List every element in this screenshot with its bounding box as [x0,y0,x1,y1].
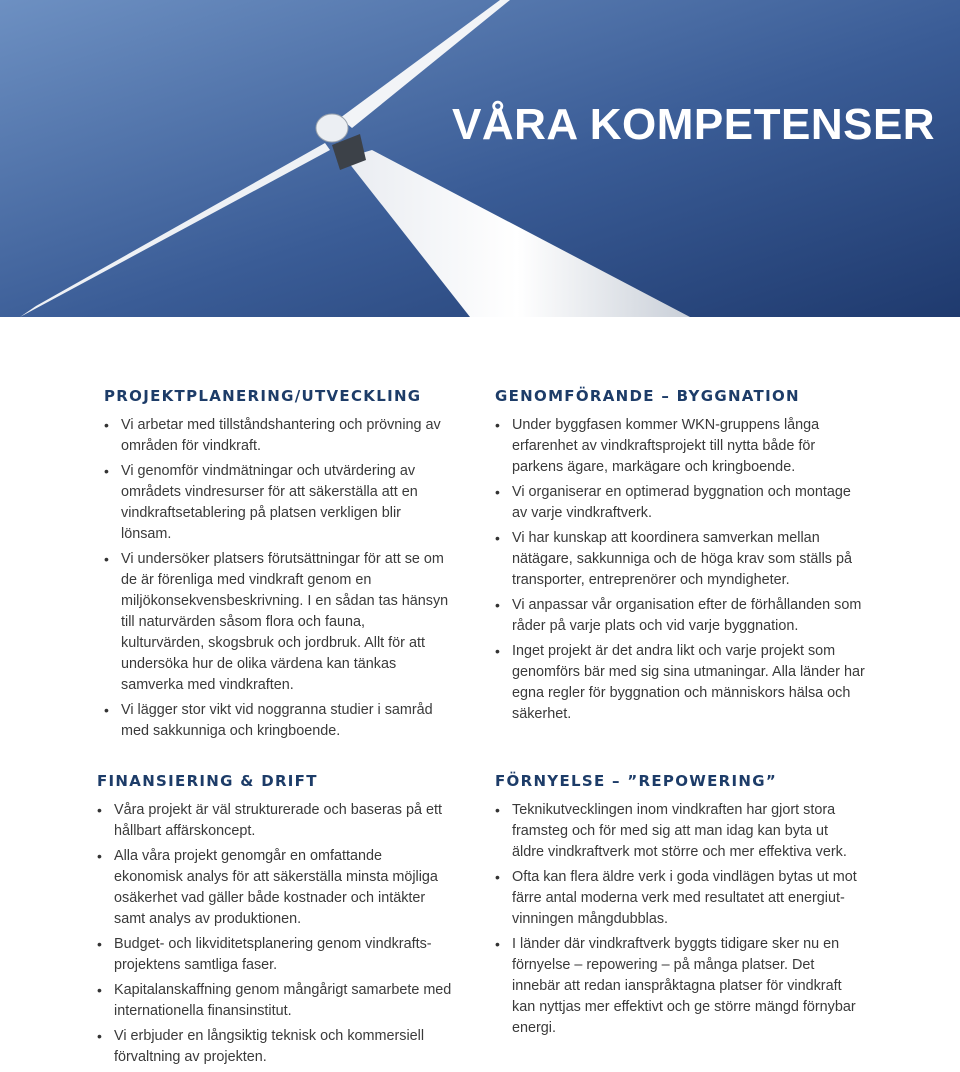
list-item: • Vi har kunskap att koordinera samverkan mellan nätägare, sakkunniga och de höga krav som ställs på transporter, entreprenörer och myndigheter. [495,528,870,591]
list-item: • Budget- och likviditetsplanering genom vindkraftsprojektens samtliga faser. [97,934,452,976]
list-item: • Vi arbetar med tillståndshantering och prövning av områden för vindkraft. [104,415,449,457]
bullet-list [495,800,860,1039]
section-heading: FINANSIERING & DRIFT [97,772,318,790]
list-item: • Vi genomför vindmätningar och utvärdering av områdets vindresurser för att säkerställa att en vindkraftsetablering på platsen verkligen blir lönsam. [104,461,449,545]
list-item: • Våra projekt är väl strukturerade och baseras på ett hållbart affärskoncept. [97,800,452,842]
list-item: • Alla våra projekt genomgår en omfattande ekonomisk analys för att säkerställa minsta möjliga osäkerhet vad gäller både kostnader och intäkter samt analys av produktionen. [97,846,452,930]
page-title: VÅRA KOMPETENSER [452,100,936,149]
bullet-list [97,800,452,1068]
bullet-list [104,415,449,742]
list-item: • Inget projekt är det andra likt och varje projekt som genomförs bär med sig sina utmaningar. Alla länder har egna regler för byggnation och människors hälsa och säkerhet. [495,641,870,725]
section-projektplanering [104,387,449,746]
section-heading: PROJEKTPLANERING/UTVECKLING [104,387,422,405]
wind-turbine-photo [0,0,960,317]
list-item: • I länder där vindkraftverk byggts tidigare sker nu en förnyelse – repowering – på många platser. Det innebär att redan ianspråktagna platser för vindkraft kan nyttjas mer effektivt och ge större mängd förnybar energi. [495,934,860,1039]
hero-banner [0,0,960,317]
turbine-hub [316,114,348,142]
list-item: • Under byggfasen kommer WKN-gruppens långa erfarenhet av vindkraftsprojekt till nytta både för parkens ägare, markägare och kringboende. [495,415,870,478]
section-heading: GENOMFÖRANDE – BYGGNATION [495,387,800,405]
list-item: • Vi organiserar en optimerad byggnation och montage av varje vindkraftverk. [495,482,870,524]
list-item: • Vi anpassar vår organisation efter de förhållanden som råder på varje plats och vid varje byggnation. [495,595,870,637]
list-item: • Vi lägger stor vikt vid noggranna studier i samråd med sakkunniga och kringboende. [104,700,449,742]
section-fornyelse [495,772,860,1043]
section-heading: FÖRNYELSE – ”REPOWERING” [495,772,778,790]
section-finansiering [97,772,452,1072]
list-item: • Vi undersöker platsers förutsättningar för att se om de är förenliga med vindkraft genom en miljökonsekvensbeskrivning. I en sådan tas hänsyn till naturvärden såsom flora och fauna, kulturvärden, skogsbruk och jordbruk. Allt för att undersöka hur de olika värdena kan tänkas samverka med vindkraften. [104,549,449,696]
list-item: • Teknikutvecklingen inom vindkraften har gjort stora framsteg och för med sig att man idag kan byta ut äldre vindkraftverk mot större och mer effektiva verk. [495,800,860,863]
list-item: • Kapitalanskaffning genom mångårigt samarbete med internationella finansinstitut. [97,980,452,1022]
list-item: • Ofta kan flera äldre verk i goda vindlägen bytas ut mot färre antal moderna verk med resultatet att energiutvinningen mångdubblas. [495,867,860,930]
bullet-list [495,415,870,725]
list-item: • Vi erbjuder en långsiktig teknisk och kommersiell förvaltning av projekten. [97,1026,452,1068]
section-genomforande [495,387,870,729]
